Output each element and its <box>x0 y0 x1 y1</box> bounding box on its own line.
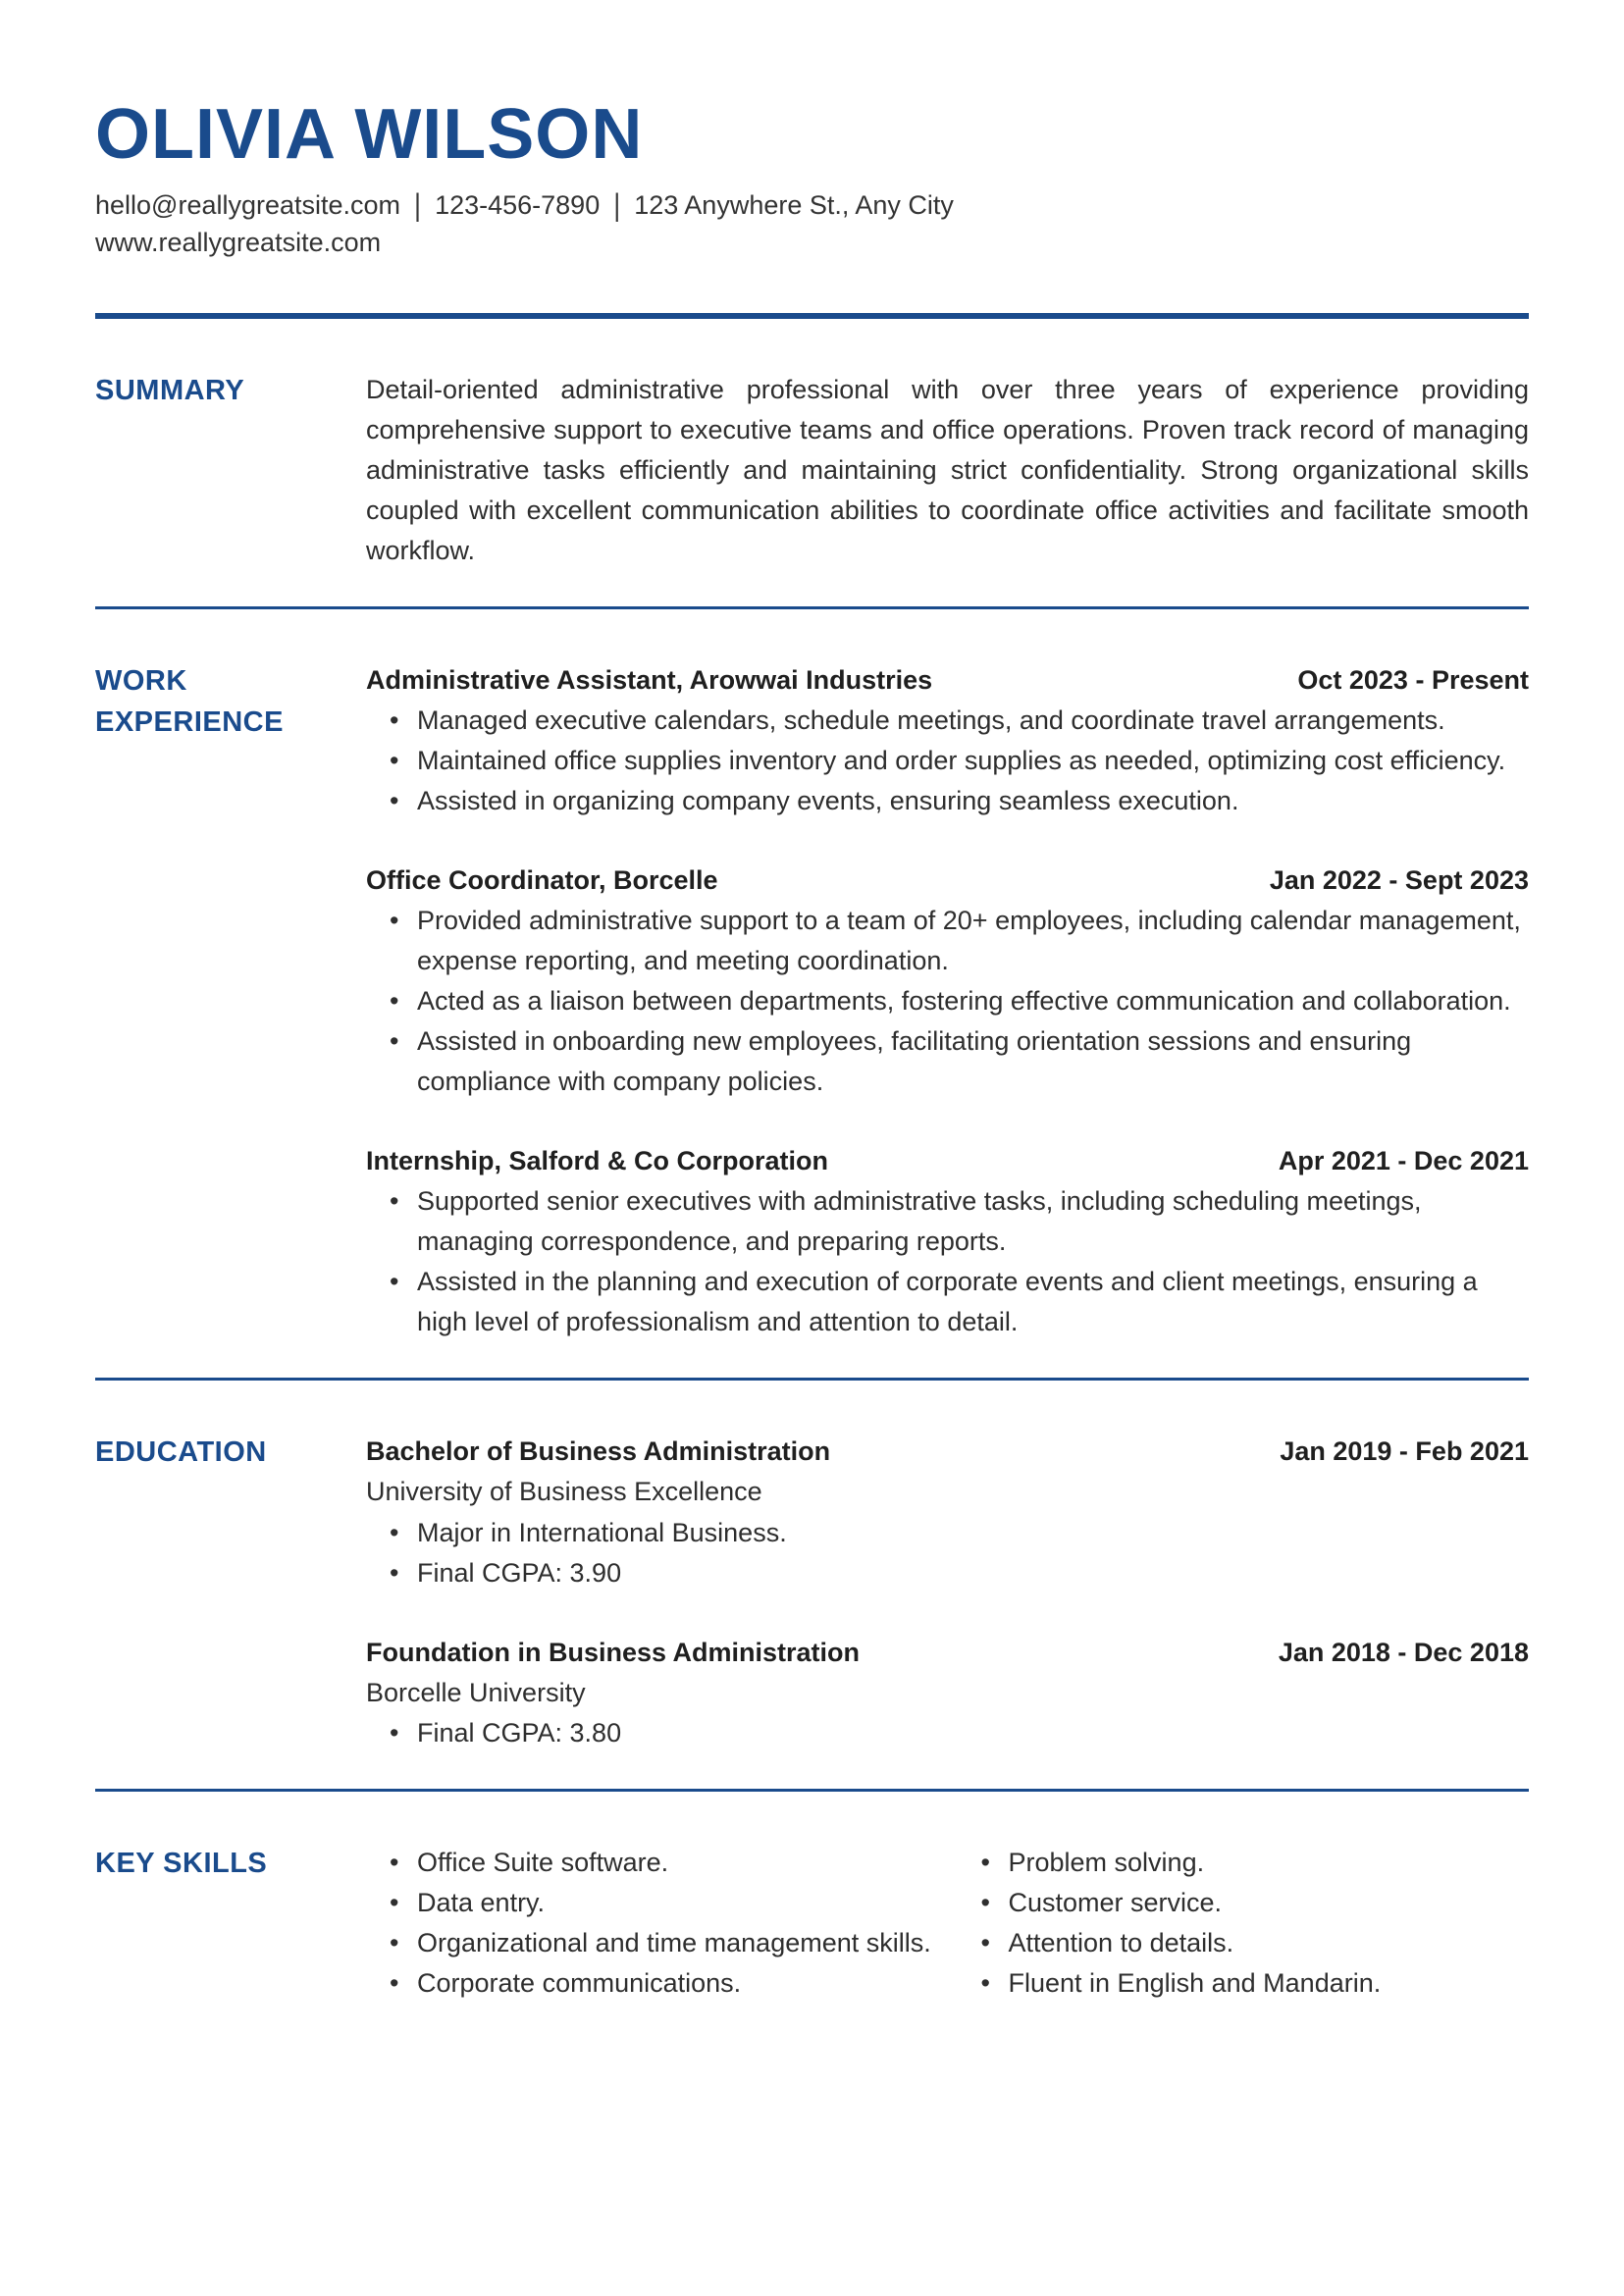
skill-item: • Fluent in English and Mandarin. <box>958 1963 1530 2004</box>
contact-separator: | <box>414 187 422 222</box>
header-divider <box>95 313 1529 319</box>
degree-title: Bachelor of Business Administration <box>366 1436 831 1467</box>
summary-section <box>95 370 1529 571</box>
work-experience-section <box>95 660 1529 1342</box>
work-experience-body <box>366 660 1529 1342</box>
job-header <box>366 861 1529 901</box>
education-dates: Jan 2018 - Dec 2018 <box>1278 1637 1529 1667</box>
job-dates: Oct 2023 - Present <box>1297 664 1529 695</box>
skill-item: • Data entry. <box>366 1883 938 1923</box>
job-bullet-list <box>366 1181 1529 1342</box>
job-title: Office Coordinator, Borcelle <box>366 865 718 896</box>
bullet-item: • Maintained office supplies inventory and order supplies as needed, optimizing cost efficiency. <box>366 741 1529 781</box>
education-bullet-list <box>366 1713 1529 1753</box>
job-entry <box>366 861 1529 1102</box>
contact-block <box>95 186 1529 262</box>
education-bullet-list <box>366 1513 1529 1593</box>
job-entry <box>366 660 1529 821</box>
bullet-item: • Provided administrative support to a team of 20+ employees, including calendar management, expense reporting, and meeting coordination. <box>366 901 1529 981</box>
skills-column-left <box>366 1843 938 2004</box>
job-dates: Jan 2022 - Sept 2023 <box>1269 865 1529 896</box>
job-dates: Apr 2021 - Dec 2021 <box>1278 1146 1529 1176</box>
section-divider <box>95 606 1529 609</box>
contact-address: 123 Anywhere St., Any City <box>634 189 954 220</box>
school-name: Borcelle University <box>366 1677 586 1707</box>
bullet-item: • Final CGPA: 3.90 <box>366 1553 1529 1593</box>
summary-heading: SUMMARY <box>95 374 245 406</box>
education-entry <box>366 1633 1529 1753</box>
bullet-item: • Assisted in the planning and execution of corporate events and client meetings, ensuring a high level of professionalism and attention to detail. <box>366 1262 1529 1342</box>
bullet-item: • Supported senior executives with administrative tasks, including scheduling meetings, managing correspondence, and preparing reports. <box>366 1181 1529 1262</box>
work-experience-heading: WORK EXPERIENCE <box>95 664 284 739</box>
candidate-name: OLIVIA WILSON <box>95 95 644 174</box>
resume-page <box>95 95 1529 2004</box>
education-section <box>95 1432 1529 1752</box>
key-skills-heading: KEY SKILLS <box>95 1847 268 1879</box>
bullet-item: • Managed executive calendars, schedule meetings, and coordinate travel arrangements. <box>366 701 1529 741</box>
skills-grid <box>366 1843 1529 2004</box>
education-header <box>366 1432 1529 1472</box>
skill-item: • Office Suite software. <box>366 1843 938 1883</box>
job-header <box>366 660 1529 701</box>
skill-item: • Organizational and time management skills. <box>366 1923 938 1963</box>
skills-column-right <box>958 1843 1530 2004</box>
bullet-item: • Acted as a liaison between departments, fostering effective communication and collaboration. <box>366 981 1529 1021</box>
section-divider <box>95 1789 1529 1792</box>
education-heading: EDUCATION <box>95 1436 267 1469</box>
contact-email: hello@reallygreatsite.com <box>95 189 401 220</box>
key-skills-section <box>95 1843 1529 2004</box>
resume-header <box>95 95 1529 262</box>
skill-item: • Customer service. <box>958 1883 1530 1923</box>
education-header <box>366 1633 1529 1673</box>
bullet-item: • Assisted in organizing company events, ensuring seamless execution. <box>366 781 1529 821</box>
education-dates: Jan 2019 - Feb 2021 <box>1280 1436 1529 1467</box>
job-title: Internship, Salford & Co Corporation <box>366 1146 828 1176</box>
contact-website: www.reallygreatsite.com <box>95 228 382 258</box>
key-skills-body <box>366 1843 1529 2004</box>
job-bullet-list <box>366 901 1529 1102</box>
job-entry <box>366 1141 1529 1342</box>
job-bullet-list <box>366 701 1529 821</box>
contact-separator: | <box>613 187 621 222</box>
education-body <box>366 1432 1529 1752</box>
skill-item: • Corporate communications. <box>366 1963 938 2004</box>
job-title: Administrative Assistant, Arowwai Industries <box>366 664 933 695</box>
section-divider <box>95 1378 1529 1381</box>
bullet-item: • Final CGPA: 3.80 <box>366 1713 1529 1753</box>
bullet-item: • Major in International Business. <box>366 1513 1529 1553</box>
skill-item: • Attention to details. <box>958 1923 1530 1963</box>
contact-phone: 123-456-7890 <box>435 189 601 220</box>
contact-line <box>95 186 1529 225</box>
education-entry <box>366 1432 1529 1592</box>
degree-title: Foundation in Business Administration <box>366 1637 861 1667</box>
school-name: University of Business Excellence <box>366 1477 762 1507</box>
summary-text: Detail-oriented administrative professional with over three years of experience providing comprehensive support to executive teams and office operations. Proven track record of managing administrative tasks efficiently and maintaining strict confidentiality. Strong organizational skills coupled with excellent communication abilities to coordinate office activities and facilitate smooth workflow. <box>366 374 1529 565</box>
job-header <box>366 1141 1529 1181</box>
bullet-item: • Assisted in onboarding new employees, facilitating orientation sessions and ensuring compliance with company policies. <box>366 1021 1529 1102</box>
skill-item: • Problem solving. <box>958 1843 1530 1883</box>
